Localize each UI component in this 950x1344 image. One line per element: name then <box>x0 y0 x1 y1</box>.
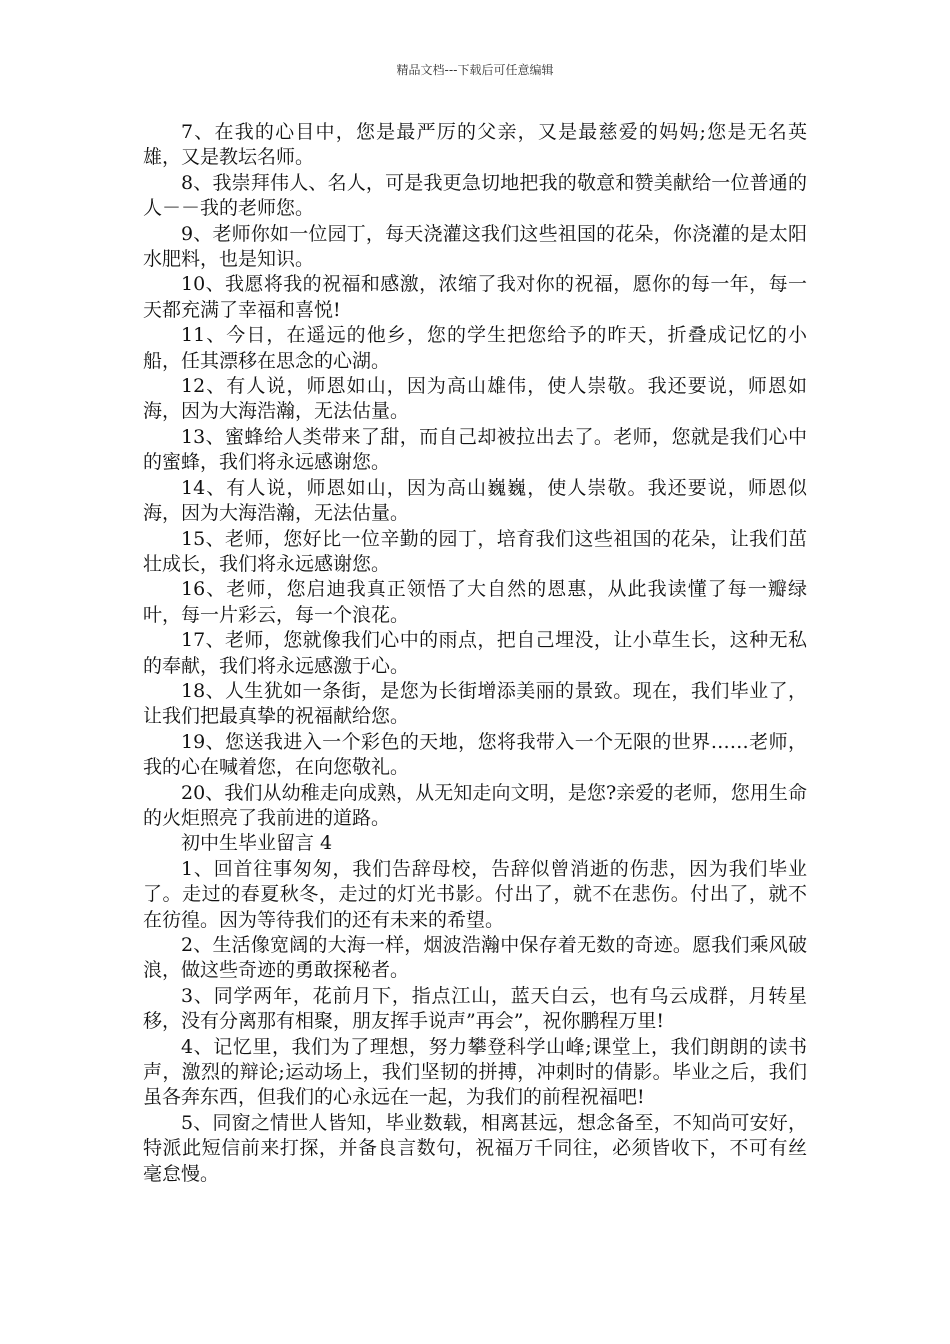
paragraph-18: 18、人生犹如一条街，是您为长街增添美丽的景致。现在，我们毕业了，让我们把最真挚的祝福献给您。 <box>143 679 807 728</box>
paragraph-20: 20、我们从幼稚走向成熟，从无知走向文明，是您?亲爱的老师，您用生命的火炬照亮了我前进的道路。 <box>143 781 807 829</box>
section-paragraph-5: 5、同窗之情世人皆知，毕业数载，相离甚远，想念备至，不知尚可安好，特派此短信前来打探，并备良言数句，祝福万千同往，必须皆收下，不可有丝毫怠慢。 <box>143 1111 807 1185</box>
section-heading: 初中生毕业留言 4 <box>181 832 333 855</box>
section-paragraph-4: 4、记忆里，我们为了理想，努力攀登科学山峰;课堂上，我们朗朗的读书声，激烈的辩论;运动场上，我们坚韧的拼搏，冲刺时的倩影。毕业之后，我们虽各奔东西，但我们的心永远在一起，为我们的前程祝福吧! <box>143 1035 807 1109</box>
page-header: 精品文档---下载后可任意编辑 <box>396 63 554 77</box>
paragraph-12: 12、有人说，师恩如山，因为高山雄伟，使人崇敬。我还要说，师恩如海，因为大海浩瀚，无法估量。 <box>143 375 807 423</box>
paragraph-8: 8、我崇拜伟人、名人，可是我更急切地把我的敬意和赞美献给一位普通的人－－我的老师您。 <box>143 171 807 220</box>
paragraph-14: 14、有人说，师恩如山，因为高山巍巍，使人崇敬。我还要说，师恩似海，因为大海浩瀚，无法估量。 <box>143 476 807 525</box>
document-body <box>143 120 807 1187</box>
paragraph-9: 9、老师你如一位园丁，每天浇灌这我们这些祖国的花朵，你浇灌的是太阳水肥料，也是知识。 <box>143 222 807 271</box>
paragraph-13: 13、蜜蜂给人类带来了甜，而自己却被拉出去了。老师，您就是我们心中的蜜蜂，我们将永远感谢您。 <box>143 425 807 474</box>
paragraph-17: 17、老师，您就像我们心中的雨点，把自己埋没，让小草生长，这种无私的奉献，我们将永远感激于心。 <box>143 629 807 677</box>
section-paragraph-2: 2、生活像宽阔的大海一样，烟波浩瀚中保存着无数的奇迹。愿我们乘风破浪，做这些奇迹的勇敢探秘者。 <box>143 934 807 982</box>
section-paragraph-1: 1、回首往事匆匆，我们告辞母校，告辞似曾消逝的伤悲，因为我们毕业了。走过的春夏秋冬，走过的灯光书影。付出了，就不在悲伤。付出了，就不在彷徨。因为等待我们的还有未来的希望。 <box>143 857 807 931</box>
paragraph-10: 10、我愿将我的祝福和感激，浓缩了我对你的祝福，愿你的每一年，每一天都充满了幸福和喜悦! <box>143 273 807 321</box>
paragraph-19: 19、您送我进入一个彩色的天地，您将我带入一个无限的世界……老师，我的心在喊着您，在向您敬礼。 <box>143 730 807 779</box>
paragraph-15: 15、老师，您好比一位辛勤的园丁，培育我们这些祖国的花朵，让我们茁壮成长，我们将永远感谢您。 <box>143 527 807 575</box>
paragraph-7: 7、在我的心目中，您是最严厉的父亲，又是最慈爱的妈妈;您是无名英雄，又是教坛名师。 <box>143 121 807 169</box>
paragraph-11: 11、今日，在遥远的他乡，您的学生把您给予的昨天，折叠成记忆的小船，任其漂移在思念的心湖。 <box>143 324 807 372</box>
section-paragraph-3: 3、同学两年，花前月下，指点江山，蓝天白云，也有乌云成群，月转星移，没有分离那有相聚，朋友挥手说声”再会”，祝你鹏程万里! <box>143 984 807 1033</box>
paragraph-16: 16、老师，您启迪我真正领悟了大自然的恩惠，从此我读懂了每一瓣绿叶，每一片彩云，每一个浪花。 <box>143 578 807 626</box>
